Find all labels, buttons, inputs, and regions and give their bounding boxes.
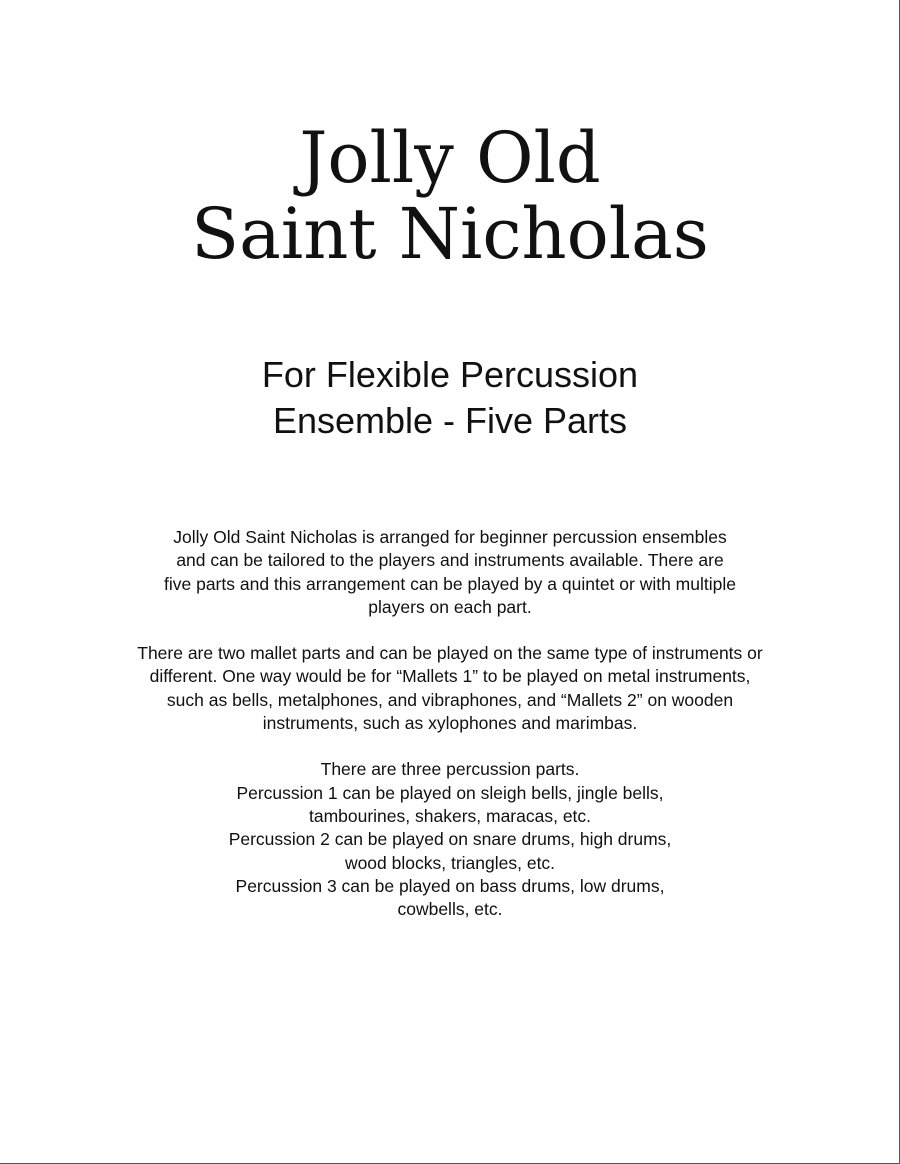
title-line-2: Saint Nicholas xyxy=(191,193,709,275)
text-line: and can be tailored to the players and instruments available. There are xyxy=(176,550,724,571)
page-subtitle xyxy=(0,352,900,444)
text-line: such as bells, metalphones, and vibraphones, and “Mallets 2” on wooden xyxy=(166,689,734,710)
text-line: There are two mallet parts and can be played on the same type of instruments or xyxy=(137,643,763,664)
text-line: different. One way would be for “Mallets 1” to be played on metal instruments, xyxy=(149,666,751,687)
title-line-1: Jolly Old xyxy=(299,117,601,199)
text-line: five parts and this arrangement can be played by a quintet or with multiple xyxy=(164,573,736,594)
mallet-parts-paragraph xyxy=(60,642,840,735)
text-line: Percussion 2 can be played on snare drums, high drums, xyxy=(228,829,672,850)
text-line: cowbells, etc. xyxy=(397,899,503,920)
subtitle-line-2: Ensemble - Five Parts xyxy=(272,400,628,441)
subtitle-line-1: For Flexible Percussion xyxy=(261,354,639,395)
text-line: wood blocks, triangles, etc. xyxy=(344,852,556,873)
text-line: Percussion 3 can be played on bass drums, low drums, xyxy=(235,875,665,896)
text-line: instruments, such as xylophones and marimbas. xyxy=(262,713,638,734)
percussion-parts-paragraph xyxy=(60,758,840,921)
intro-paragraph xyxy=(60,526,840,619)
text-line: players on each part. xyxy=(368,596,532,617)
page-title xyxy=(0,117,900,275)
text-line: There are three percussion parts. xyxy=(320,759,580,780)
description-body xyxy=(60,526,840,944)
text-line: Percussion 1 can be played on sleigh bells, jingle bells, xyxy=(236,782,664,803)
text-line: tambourines, shakers, maracas, etc. xyxy=(308,805,592,826)
text-line: Jolly Old Saint Nicholas is arranged for beginner percussion ensembles xyxy=(173,527,727,547)
